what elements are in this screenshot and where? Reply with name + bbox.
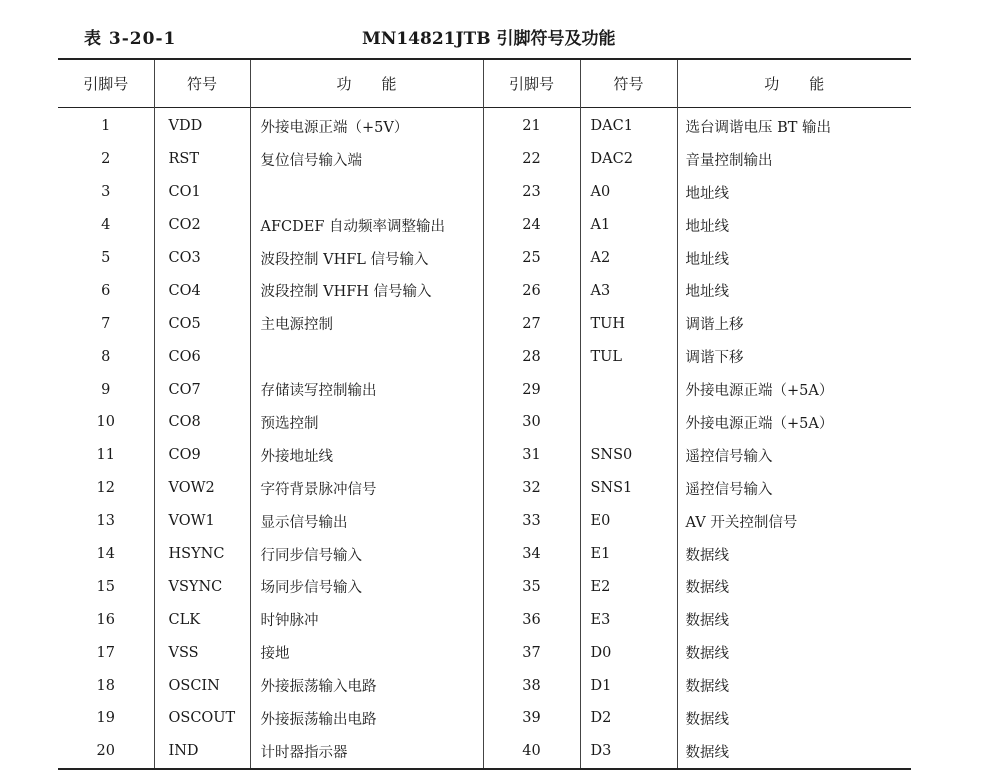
pin-left-cell: 8 [101, 348, 111, 365]
table-header-row [58, 59, 911, 108]
symbol-left-cell: OSCOUT [154, 702, 250, 735]
pin-right-cell: 31 [483, 439, 580, 472]
table-row [58, 242, 911, 275]
symbol-left-cell: CO2 [154, 209, 250, 242]
table-row [58, 636, 911, 669]
pin-right-cell: 27 [483, 307, 580, 340]
symbol-left-cell: CO8 [154, 406, 250, 439]
symbol-right-cell: DAC2 [580, 143, 677, 176]
table-number: 表 3-20-1 [84, 29, 177, 49]
function-right-cell: AV 开关控制信号 [677, 505, 911, 538]
table-row [58, 274, 911, 307]
function-left-cell: 外接地址线 [250, 439, 483, 472]
table-row [58, 340, 911, 373]
symbol-right-cell: SNS0 [580, 439, 677, 472]
symbol-right-cell: E3 [580, 603, 677, 636]
pin-right-cell: 35 [483, 570, 580, 603]
symbol-right-cell: A3 [580, 274, 677, 307]
pin-left-cell: 1 [101, 118, 111, 135]
header-pin-left: 引脚号 [83, 75, 129, 93]
pin-right-cell: 34 [483, 538, 580, 571]
symbol-left-cell: CO5 [154, 307, 250, 340]
function-right-cell: 数据线 [677, 702, 911, 735]
table-row [58, 209, 911, 242]
pin-right-cell: 22 [483, 143, 580, 176]
pin-right-cell: 26 [483, 274, 580, 307]
function-left-cell [250, 340, 483, 373]
function-left-cell: 场同步信号输入 [250, 570, 483, 603]
pin-left-cell: 14 [96, 546, 115, 563]
symbol-right-cell: D3 [580, 735, 677, 769]
function-right-cell: 遥控信号输入 [677, 439, 911, 472]
function-right-cell: 调谐下移 [677, 340, 911, 373]
symbol-right-cell: E1 [580, 538, 677, 571]
function-left-cell: 波段控制 VHFL 信号输入 [250, 242, 483, 275]
pin-left-cell: 15 [96, 578, 115, 595]
pin-right-cell: 24 [483, 209, 580, 242]
symbol-left-cell: OSCIN [154, 669, 250, 702]
table-row [58, 143, 911, 176]
table-row [58, 505, 911, 538]
header-pin-right: 引脚号 [483, 59, 580, 108]
table-row [58, 669, 911, 702]
table-body [58, 108, 911, 769]
symbol-left-cell: IND [154, 735, 250, 769]
pin-left-cell: 10 [96, 414, 115, 431]
function-right-cell: 地址线 [677, 209, 911, 242]
table-row [58, 570, 911, 603]
function-left-cell [250, 176, 483, 209]
function-left-cell: 主电源控制 [250, 307, 483, 340]
table-row [58, 307, 911, 340]
header-function-left: 功 能 [250, 59, 483, 108]
function-right-cell: 外接电源正端（+5A） [677, 373, 911, 406]
symbol-right-cell: D1 [580, 669, 677, 702]
function-right-cell: 遥控信号输入 [677, 472, 911, 505]
header-symbol-left: 符号 [154, 59, 250, 108]
function-left-cell: 行同步信号输入 [250, 538, 483, 571]
function-right-cell: 数据线 [677, 570, 911, 603]
pin-right-cell: 25 [483, 242, 580, 275]
pin-left-cell: 12 [96, 480, 115, 497]
function-left-cell: 波段控制 VHFH 信号输入 [250, 274, 483, 307]
symbol-right-cell: A0 [580, 176, 677, 209]
function-right-cell: 调谐上移 [677, 307, 911, 340]
pin-left-cell: 6 [101, 282, 111, 299]
symbol-left-cell: VOW1 [154, 505, 250, 538]
function-right-cell: 选台调谐电压 BT 输出 [677, 108, 911, 143]
symbol-left-cell: VSYNC [154, 570, 250, 603]
symbol-left-cell: CO9 [154, 439, 250, 472]
table-row [58, 439, 911, 472]
table-row [58, 735, 911, 769]
function-left-cell: 字符背景脉冲信号 [250, 472, 483, 505]
symbol-right-cell: D2 [580, 702, 677, 735]
pin-left-cell: 3 [101, 184, 111, 201]
pin-right-cell: 36 [483, 603, 580, 636]
function-right-cell: 外接电源正端（+5A） [677, 406, 911, 439]
pin-right-cell: 21 [483, 108, 580, 143]
function-left-cell: 时钟脉冲 [250, 603, 483, 636]
table-row [58, 538, 911, 571]
symbol-left-cell: RST [154, 143, 250, 176]
symbol-left-cell: VSS [154, 636, 250, 669]
pin-right-cell: 33 [483, 505, 580, 538]
pin-right-cell: 28 [483, 340, 580, 373]
symbol-left-cell: CO3 [154, 242, 250, 275]
symbol-right-cell: DAC1 [580, 108, 677, 143]
function-left-cell: 外接电源正端（+5V） [250, 108, 483, 143]
function-left-cell: 预选控制 [250, 406, 483, 439]
symbol-right-cell: E2 [580, 570, 677, 603]
header-function-right: 功 能 [677, 59, 911, 108]
symbol-left-cell: HSYNC [154, 538, 250, 571]
pin-right-cell: 29 [483, 373, 580, 406]
function-left-cell: 计时器指示器 [250, 735, 483, 769]
symbol-right-cell [580, 373, 677, 406]
table-row [58, 603, 911, 636]
function-right-cell: 地址线 [677, 274, 911, 307]
symbol-left-cell: CO1 [154, 176, 250, 209]
pin-left-cell: 11 [96, 447, 115, 464]
pin-right-cell: 30 [483, 406, 580, 439]
pin-right-cell: 38 [483, 669, 580, 702]
table-row [58, 108, 911, 143]
pin-right-cell: 23 [483, 176, 580, 209]
function-left-cell: 外接振荡输入电路 [250, 669, 483, 702]
function-left-cell: 复位信号输入端 [250, 143, 483, 176]
pin-left-cell: 2 [101, 151, 111, 168]
pin-right-cell: 40 [483, 735, 580, 769]
table-title: MN14821JTB 引脚符号及功能 [362, 29, 616, 49]
function-right-cell: 地址线 [677, 242, 911, 275]
table-row [58, 373, 911, 406]
function-right-cell: 数据线 [677, 735, 911, 769]
symbol-left-cell: CO6 [154, 340, 250, 373]
function-right-cell: 数据线 [677, 538, 911, 571]
function-right-cell: 数据线 [677, 669, 911, 702]
table-row [58, 472, 911, 505]
function-right-cell: 地址线 [677, 176, 911, 209]
pin-left-cell: 7 [101, 315, 111, 332]
pin-left-cell: 19 [96, 710, 115, 727]
symbol-right-cell: E0 [580, 505, 677, 538]
symbol-right-cell: SNS1 [580, 472, 677, 505]
table-row [58, 702, 911, 735]
function-left-cell: 接地 [250, 636, 483, 669]
pin-left-cell: 20 [96, 743, 115, 760]
pin-left-cell: 17 [96, 644, 115, 661]
pin-right-cell: 39 [483, 702, 580, 735]
header-symbol-right: 符号 [580, 59, 677, 108]
pin-left-cell: 16 [96, 611, 115, 628]
pin-left-cell: 18 [96, 677, 115, 694]
function-right-cell: 音量控制输出 [677, 143, 911, 176]
function-left-cell: AFCDEF 自动频率调整输出 [250, 209, 483, 242]
pin-right-cell: 37 [483, 636, 580, 669]
symbol-left-cell: VDD [154, 108, 250, 143]
function-left-cell: 显示信号输出 [250, 505, 483, 538]
pin-left-cell: 9 [101, 381, 111, 398]
pin-function-table [58, 58, 911, 770]
symbol-right-cell: A1 [580, 209, 677, 242]
symbol-left-cell: CO4 [154, 274, 250, 307]
symbol-right-cell: TUH [580, 307, 677, 340]
symbol-left-cell: VOW2 [154, 472, 250, 505]
function-right-cell: 数据线 [677, 636, 911, 669]
function-left-cell: 存储读写控制输出 [250, 373, 483, 406]
table-row [58, 406, 911, 439]
pin-right-cell: 32 [483, 472, 580, 505]
symbol-right-cell: A2 [580, 242, 677, 275]
function-left-cell: 外接振荡输出电路 [250, 702, 483, 735]
table-row [58, 176, 911, 209]
pin-left-cell: 13 [96, 513, 115, 530]
symbol-right-cell: D0 [580, 636, 677, 669]
symbol-right-cell [580, 406, 677, 439]
function-right-cell: 数据线 [677, 603, 911, 636]
pin-left-cell: 4 [101, 217, 111, 234]
pin-left-cell: 5 [101, 250, 111, 266]
symbol-left-cell: CLK [154, 603, 250, 636]
symbol-right-cell: TUL [580, 340, 677, 373]
symbol-left-cell: CO7 [154, 373, 250, 406]
